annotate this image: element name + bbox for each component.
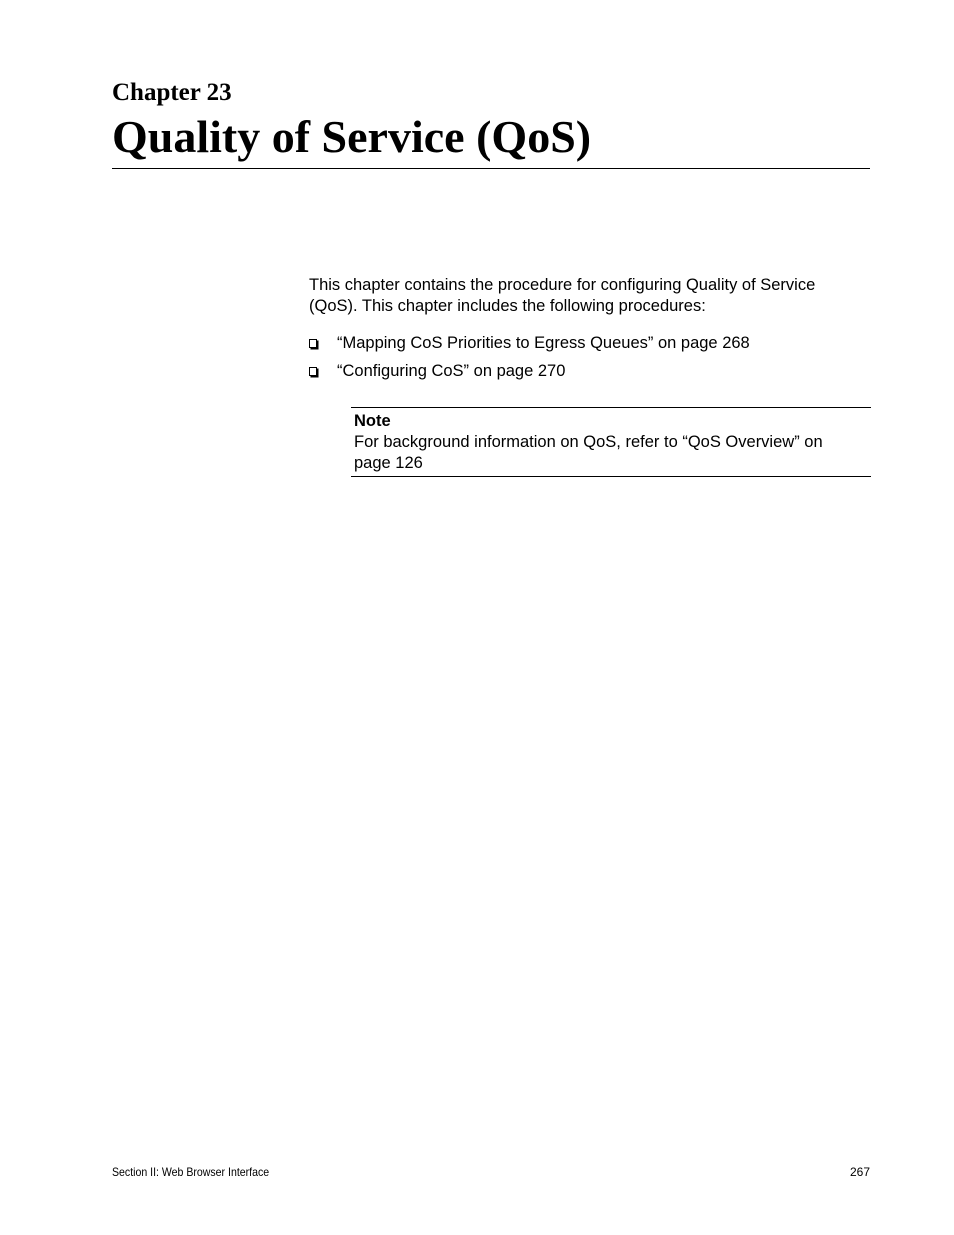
list-item <box>309 333 869 354</box>
footer-section-title: Section II: Web Browser Interface <box>112 1165 270 1179</box>
footer-page-number: 267 <box>849 1165 870 1179</box>
checkbox-bullet-icon <box>309 339 317 348</box>
procedure-link-mapping-cos[interactable]: “Mapping CoS Priorities to Egress Queues” on page 268 <box>337 334 750 352</box>
note-box <box>351 407 871 477</box>
intro-paragraph: This chapter contains the procedure for configuring Quality of Service (QoS). This chapter includes the following procedures: <box>309 276 816 315</box>
title-divider <box>112 168 870 169</box>
procedure-link-configuring-cos[interactable]: “Configuring CoS” on page 270 <box>337 362 566 380</box>
procedure-list <box>309 333 869 389</box>
checkbox-bullet-icon <box>309 367 317 376</box>
list-item <box>309 361 869 382</box>
chapter-label: Chapter 23 <box>112 79 232 106</box>
note-body[interactable]: For background information on QoS, refer to “QoS Overview” on page 126 <box>354 433 823 472</box>
chapter-title: Quality of Service (QoS) <box>112 111 592 162</box>
note-heading: Note <box>354 412 391 430</box>
